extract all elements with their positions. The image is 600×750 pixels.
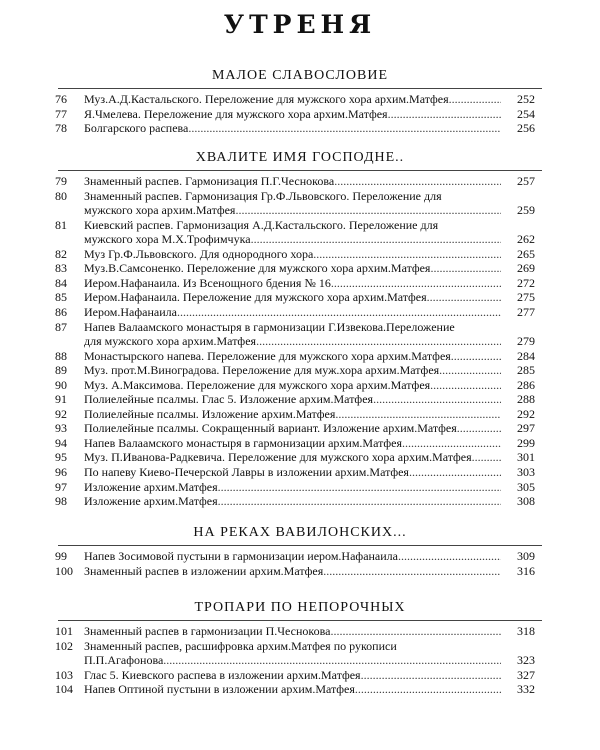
entry-title: Изложение архим.Матфея <box>84 494 218 509</box>
entry-number: 83 <box>55 261 67 276</box>
entry-title: Муз. П.Иванова-Радкевича. Переложение для мужского хора архим.Матфея <box>84 450 472 465</box>
toc-entry <box>55 363 535 378</box>
page-number: 279 <box>517 334 535 349</box>
dot-leader <box>430 378 501 392</box>
dot-leader <box>451 349 501 363</box>
entry-title: Киевский распев. Гармонизация А.Д.Кастальского. Переложение для <box>84 217 439 232</box>
entry-number: 94 <box>55 435 67 450</box>
toc-entry <box>55 107 535 122</box>
page-number: 286 <box>517 377 535 392</box>
entry-number: 80 <box>55 188 67 203</box>
toc-entry <box>55 465 535 480</box>
page-number: 303 <box>517 465 535 479</box>
section-heading: ТРОПАРИ ПО НЕПОРОЧНЫХ <box>194 600 406 615</box>
entry-number: 86 <box>55 304 67 319</box>
entry-title: Напев Оптиной пустыни в изложении архим.Матфея <box>84 682 355 697</box>
toc-entry <box>55 290 535 305</box>
entry-title: Напев Зосимовой пустыни в гармонизации иером.Нафанаила <box>84 549 398 563</box>
dot-leader <box>218 494 501 508</box>
entry-number: 77 <box>55 106 67 121</box>
toc-entry <box>55 174 535 189</box>
dot-leader <box>361 668 501 682</box>
entry-number: 100 <box>55 563 73 578</box>
page-number: 265 <box>517 246 535 261</box>
dot-leader <box>188 121 501 135</box>
entry-title: Болгарского распева <box>84 121 189 136</box>
entry-title: Знаменный распев. Гармонизация П.Г.Чеснокова <box>84 174 335 188</box>
toc-entry <box>55 121 535 136</box>
entry-number: 104 <box>55 682 73 697</box>
entry-title: Иером.Нафанаила. Переложение для мужского хора архим.Матфея <box>84 290 427 305</box>
entry-title: Муз. А.Максимова. Переложение для мужского хора архим.Матфея <box>84 377 431 392</box>
entry-title: Иером.Нафанаила. Из Всенощного бдения № 16 <box>84 275 331 290</box>
entry-number: 93 <box>55 421 67 436</box>
dot-leader <box>323 564 501 578</box>
dot-leader <box>409 465 501 479</box>
entry-number: 78 <box>55 121 67 136</box>
entry-title: П.П.Агафонова <box>84 653 164 668</box>
page-number: 272 <box>517 275 535 290</box>
entry-number: 87 <box>55 319 67 334</box>
page-number: 259 <box>517 203 535 218</box>
section-heading: НА РЕКАХ ВАВИЛОНСКИХ... <box>193 525 407 540</box>
toc-entry <box>55 189 535 218</box>
entry-title: Напев Валаамского монастыря в гармонизации Г.Извекова.Переложение <box>84 319 455 334</box>
section-divider <box>58 545 542 546</box>
entry-title: Знаменный распев. Гармонизация Гр.Ф.Львовского. Переложение для <box>84 188 442 203</box>
toc-entry <box>55 261 535 276</box>
entry-title: Муз.В.Самсоненко. Переложение для мужского хора архим.Матфея <box>84 261 431 276</box>
page-number: 257 <box>517 174 535 188</box>
page-number: 327 <box>517 667 535 682</box>
entry-title: Монастырского напева. Переложение для мужского хора архим.Матфея <box>84 348 451 363</box>
toc-entry <box>55 92 535 107</box>
toc-entry <box>55 624 535 639</box>
entry-number: 99 <box>55 549 67 563</box>
toc-entry <box>55 421 535 436</box>
toc-entry <box>55 682 535 697</box>
entry-title: Полиелейные псалмы. Глас 5. Изложение архим.Матфея <box>84 392 374 407</box>
dot-leader <box>334 174 501 188</box>
dot-leader <box>331 276 501 290</box>
entry-title: Изложение архим.Матфея <box>84 479 218 494</box>
toc-entry <box>55 407 535 422</box>
entry-number: 102 <box>55 638 73 653</box>
page-number: 277 <box>517 304 535 319</box>
dot-leader <box>398 549 501 563</box>
entry-title: Полиелейные псалмы. Изложение архим.Матфея <box>84 406 336 421</box>
entry-number: 95 <box>55 450 67 465</box>
entry-number: 97 <box>55 479 67 494</box>
dot-leader <box>388 107 501 121</box>
entry-number: 85 <box>55 290 67 305</box>
dot-leader <box>218 480 501 494</box>
dot-leader <box>256 334 501 348</box>
dot-leader <box>251 232 501 246</box>
toc-entry <box>55 378 535 393</box>
entry-title: мужского хора архим.Матфея <box>84 203 236 218</box>
entry-number: 89 <box>55 363 67 378</box>
entry-title: По напеву Киево-Печерской Лавры в изложении архим.Матфея <box>84 465 409 479</box>
entry-title: Знаменный распев, расшифровка архим.Матфея по рукописи <box>84 638 397 653</box>
page-number: 308 <box>517 494 535 509</box>
entry-number: 90 <box>55 377 67 392</box>
entry-title: Напев Валаамского монастыря в гармонизации архим.Матфея <box>84 435 402 450</box>
entry-number: 96 <box>55 465 67 479</box>
entry-title: Муз. прот.М.Виноградова. Переложение для муж.хора архим.Матфея <box>84 363 440 378</box>
page-number: 292 <box>517 406 535 421</box>
entry-title: Я.Чмелева. Переложение для мужского хора архим.Матфея <box>84 106 388 121</box>
dot-leader <box>177 305 501 319</box>
page-number: 309 <box>517 549 535 563</box>
dot-leader <box>449 92 501 106</box>
section-divider <box>58 170 542 171</box>
toc-entry <box>55 450 535 465</box>
section-heading: ХВАЛИТЕ ИМЯ ГОСПОДНЕ.. <box>195 150 405 165</box>
toc-entry <box>55 436 535 451</box>
dot-leader <box>330 624 501 638</box>
entry-title: для мужского хора архим.Матфея <box>84 334 257 349</box>
dot-leader <box>430 261 501 275</box>
page-number: 275 <box>517 290 535 305</box>
page-number: 284 <box>517 348 535 363</box>
entry-number: 76 <box>55 92 67 106</box>
toc-entry <box>55 668 535 683</box>
page-number: 262 <box>517 232 535 247</box>
page-number: 323 <box>517 653 535 668</box>
toc-entry <box>55 549 535 564</box>
entry-number: 81 <box>55 217 67 232</box>
dot-leader <box>163 653 501 667</box>
dot-leader <box>457 421 501 435</box>
dot-leader <box>472 450 501 464</box>
entry-title: Знаменный распев в гармонизации П.Чеснокова <box>84 624 331 638</box>
page-title: УТРЕНЯ <box>223 10 377 39</box>
page-number: 252 <box>517 92 535 106</box>
entry-title: Знаменный распев в изложении архим.Матфея <box>84 563 324 578</box>
entry-title: Муз.А.Д.Кастальского. Переложение для мужского хора архим.Матфея <box>84 92 449 106</box>
dot-leader <box>402 436 501 450</box>
entry-number: 98 <box>55 494 67 509</box>
page-number: 269 <box>517 261 535 276</box>
entry-title: Муз Гр.Ф.Львовского. Для однородного хора <box>84 246 314 261</box>
page-number: 305 <box>517 479 535 494</box>
page-number: 288 <box>517 392 535 407</box>
toc-entry <box>55 392 535 407</box>
entry-title: Иером.Нафанаила <box>84 304 177 319</box>
dot-leader <box>355 682 501 696</box>
page-number: 299 <box>517 435 535 450</box>
toc-entry <box>55 276 535 291</box>
toc-entry <box>55 320 535 349</box>
entry-number: 88 <box>55 348 67 363</box>
entry-number: 92 <box>55 406 67 421</box>
page-number: 254 <box>517 106 535 121</box>
dot-leader <box>373 392 501 406</box>
entry-title: Полиелейные псалмы. Сокращенный вариант. Изложение архим.Матфея <box>84 421 457 436</box>
toc-entry <box>55 564 535 579</box>
toc-entry <box>55 305 535 320</box>
page-number: 285 <box>517 363 535 378</box>
dot-leader <box>313 247 501 261</box>
dot-leader <box>427 290 501 304</box>
entry-number: 82 <box>55 246 67 261</box>
section-heading: МАЛОЕ СЛАВОСЛОВИЕ <box>211 68 389 83</box>
entry-number: 103 <box>55 667 73 682</box>
dot-leader <box>335 407 501 421</box>
entry-number: 101 <box>55 624 73 638</box>
entry-number: 91 <box>55 392 67 407</box>
toc-entry <box>55 247 535 262</box>
entry-number: 84 <box>55 275 67 290</box>
dot-leader <box>235 203 501 217</box>
page-number: 256 <box>517 121 535 136</box>
dot-leader <box>439 363 501 377</box>
page-number: 301 <box>517 450 535 465</box>
page-number: 332 <box>517 682 535 697</box>
page-number: 297 <box>517 421 535 436</box>
page-number: 318 <box>517 624 535 638</box>
entry-number: 79 <box>55 174 67 188</box>
toc-entry <box>55 639 535 668</box>
section-divider <box>58 88 542 89</box>
page-number: 316 <box>517 563 535 578</box>
entry-title: Глас 5. Киевского распева в изложении архим.Матфея <box>84 667 361 682</box>
section-divider <box>58 620 542 621</box>
entry-title: мужского хора М.Х.Трофимчука <box>84 232 251 247</box>
toc-entry <box>55 218 535 247</box>
toc-entry <box>55 494 535 509</box>
toc-entry <box>55 480 535 495</box>
toc-entry <box>55 349 535 364</box>
